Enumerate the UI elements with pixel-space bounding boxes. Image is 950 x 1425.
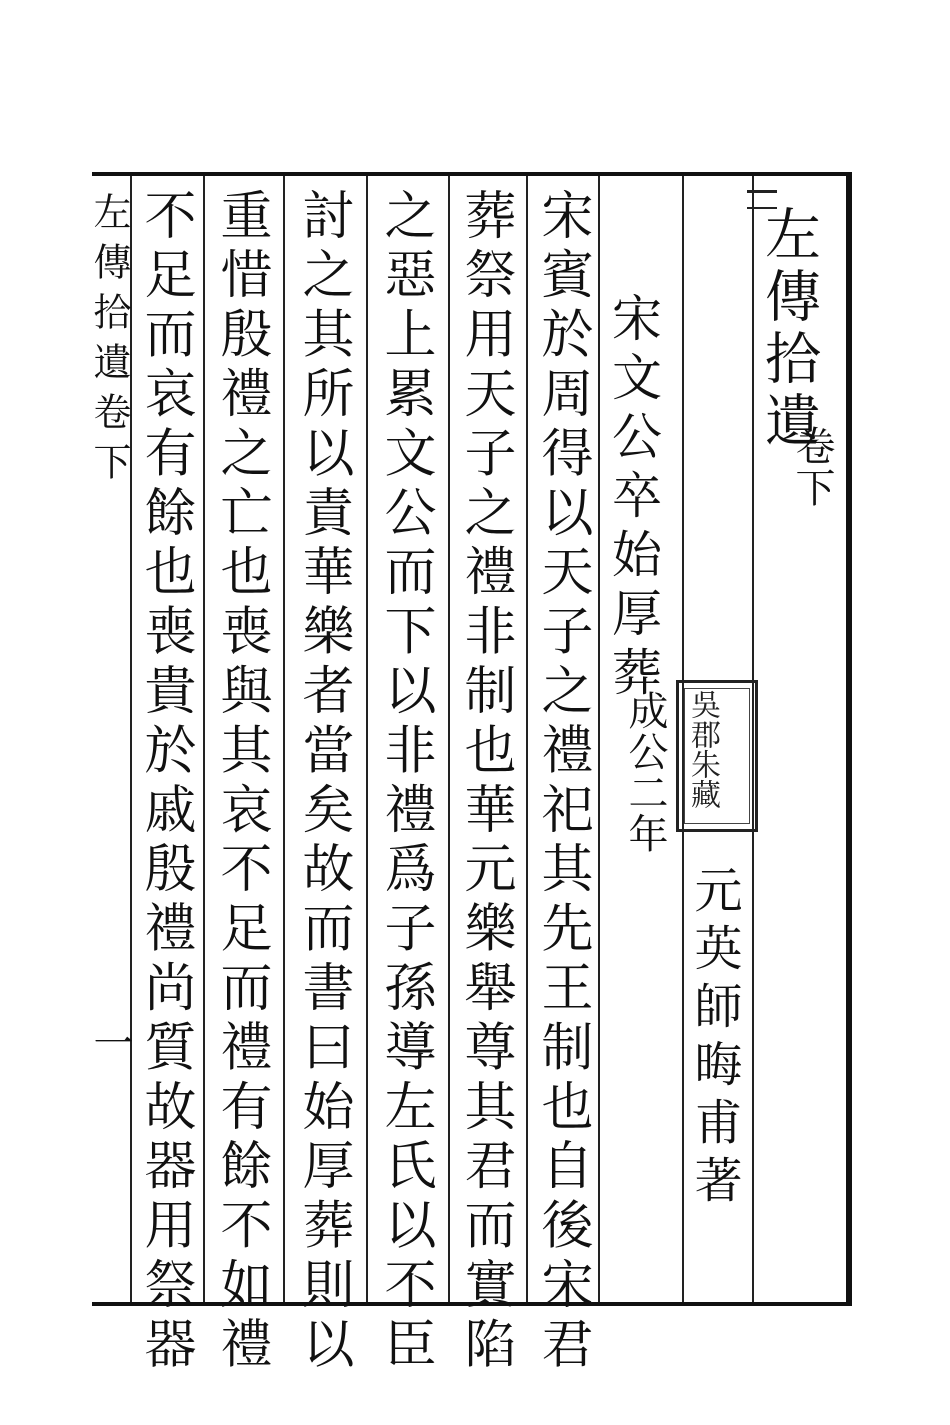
- text-column-5: 重惜殷禮之亡也喪與其哀不足而禮有餘不如禮: [211, 188, 271, 1376]
- text-column-1: 宋賓於周得以天子之禮祀其先王制也自後宋君: [532, 188, 592, 1376]
- volume-label: 卷下: [789, 425, 835, 509]
- text-column-3: 之惡上累文公而下以非禮爲子孫導左氏以不臣: [375, 188, 435, 1376]
- leaf-number: 一: [87, 1022, 133, 1062]
- text-column-4: 討之其所以責華樂者當矣故而書曰始厚葬則以: [293, 188, 353, 1376]
- entry-title: 宋文公卒始厚葬: [604, 292, 662, 705]
- column-rule: [598, 176, 600, 1302]
- author-line: 元英師晦甫著: [686, 865, 742, 1213]
- column-rule: [203, 176, 205, 1302]
- text-column-2: 葬祭用天子之禮非制也華元樂舉尊其君而實陷: [455, 188, 515, 1376]
- column-rule: [448, 176, 450, 1302]
- column-rule: [526, 176, 528, 1302]
- seal-text: 吳郡朱藏: [685, 689, 720, 809]
- margin-title: 左傳拾遺卷下: [87, 192, 131, 492]
- book-title: 左傳拾遺: [756, 205, 821, 453]
- column-rule: [283, 176, 285, 1302]
- column-rule: [366, 176, 368, 1302]
- entry-year: 成公二年: [622, 690, 668, 854]
- text-column-6: 不足而哀有餘也喪貴於戚殷禮尚質故器用祭器: [135, 188, 195, 1376]
- collector-seal: [676, 680, 758, 832]
